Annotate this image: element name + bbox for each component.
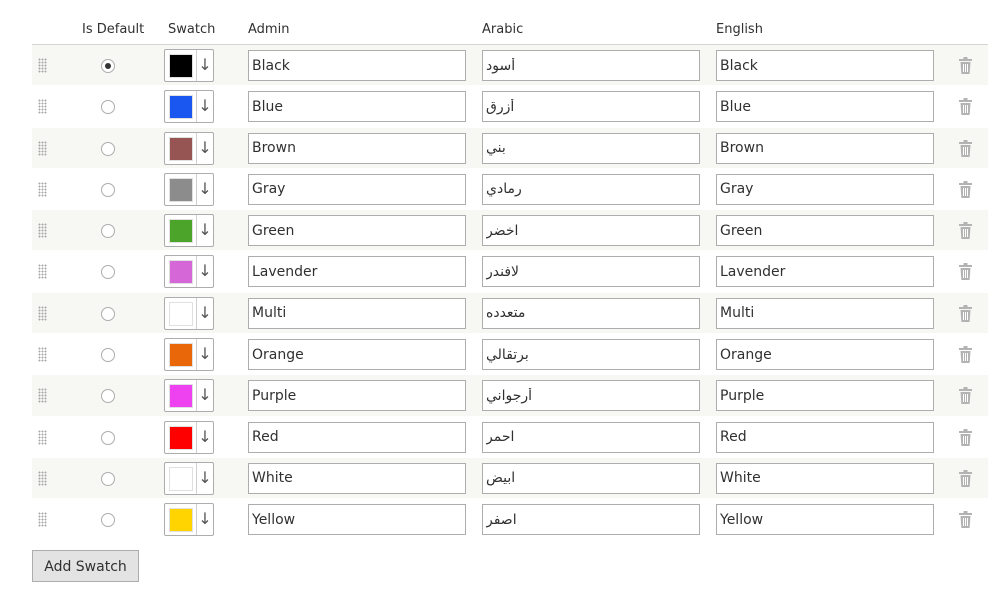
arrow-down-icon: ↓ [196, 463, 213, 494]
swatch-color-preview [169, 54, 193, 78]
column-header-arabic: Arabic [482, 22, 524, 37]
arrow-down-icon: ↓ [196, 174, 213, 205]
swatch-picker-button[interactable] [164, 132, 214, 165]
trash-icon[interactable] [959, 387, 972, 404]
arabic-label-input[interactable] [482, 133, 700, 164]
drag-handle-icon[interactable] [38, 347, 47, 362]
column-header-admin: Admin [248, 22, 290, 37]
arrow-down-icon: ↓ [196, 504, 213, 535]
swatch-picker-button[interactable] [164, 297, 214, 330]
english-label-input[interactable] [716, 91, 934, 122]
admin-label-input[interactable] [248, 133, 466, 164]
is-default-radio[interactable] [101, 265, 115, 279]
is-default-radio[interactable] [101, 59, 115, 73]
swatch-picker-button[interactable] [164, 503, 214, 536]
swatch-picker-button[interactable] [164, 49, 214, 82]
arabic-label-input[interactable] [482, 339, 700, 370]
english-label-input[interactable] [716, 422, 934, 453]
english-label-input[interactable] [716, 215, 934, 246]
swatch-color-preview [169, 178, 193, 202]
arabic-label-input[interactable] [482, 504, 700, 535]
arrow-down-icon: ↓ [196, 256, 213, 287]
table-row [32, 45, 988, 86]
swatch-picker-button[interactable] [164, 462, 214, 495]
is-default-radio[interactable] [101, 389, 115, 403]
swatch-picker-button[interactable] [164, 338, 214, 371]
drag-handle-icon[interactable] [38, 430, 47, 445]
arrow-down-icon: ↓ [196, 91, 213, 122]
trash-icon[interactable] [959, 181, 972, 198]
swatch-color-preview [169, 508, 193, 532]
admin-label-input[interactable] [248, 91, 466, 122]
column-header-english: English [716, 22, 763, 37]
arrow-down-icon: ↓ [196, 298, 213, 329]
trash-icon[interactable] [959, 470, 972, 487]
arabic-label-input[interactable] [482, 91, 700, 122]
trash-icon[interactable] [959, 57, 972, 74]
trash-icon[interactable] [959, 263, 972, 280]
drag-handle-icon[interactable] [38, 306, 47, 321]
english-label-input[interactable] [716, 133, 934, 164]
arabic-label-input[interactable] [482, 174, 700, 205]
trash-icon[interactable] [959, 346, 972, 363]
swatch-color-preview [169, 302, 193, 326]
table-row [32, 375, 988, 416]
trash-icon[interactable] [959, 429, 972, 446]
trash-icon[interactable] [959, 222, 972, 239]
swatch-table-body [32, 45, 988, 541]
english-label-input[interactable] [716, 463, 934, 494]
table-header [32, 0, 988, 45]
table-row [32, 293, 988, 334]
column-header-is-default: Is Default [82, 22, 145, 37]
drag-handle-icon[interactable] [38, 141, 47, 156]
admin-label-input[interactable] [248, 422, 466, 453]
table-row [32, 210, 988, 251]
swatch-picker-button[interactable] [164, 90, 214, 123]
drag-handle-icon[interactable] [38, 99, 47, 114]
trash-icon[interactable] [959, 305, 972, 322]
is-default-radio[interactable] [101, 472, 115, 486]
arabic-label-input[interactable] [482, 256, 700, 287]
admin-label-input[interactable] [248, 504, 466, 535]
table-row [32, 334, 988, 375]
arabic-label-input[interactable] [482, 463, 700, 494]
arrow-down-icon: ↓ [196, 380, 213, 411]
is-default-radio[interactable] [101, 100, 115, 114]
is-default-radio[interactable] [101, 513, 115, 527]
drag-handle-icon[interactable] [38, 182, 47, 197]
swatch-color-preview [169, 260, 193, 284]
table-row [32, 251, 988, 292]
swatch-color-preview [169, 95, 193, 119]
drag-handle-icon[interactable] [38, 223, 47, 238]
add-swatch-button[interactable]: Add Swatch [32, 550, 139, 582]
drag-handle-icon[interactable] [38, 388, 47, 403]
admin-label-input[interactable] [248, 463, 466, 494]
arrow-down-icon: ↓ [196, 133, 213, 164]
arabic-label-input[interactable] [482, 50, 700, 81]
arrow-down-icon: ↓ [196, 422, 213, 453]
admin-label-input[interactable] [248, 50, 466, 81]
is-default-radio[interactable] [101, 431, 115, 445]
column-header-swatch: Swatch [168, 22, 216, 37]
is-default-radio[interactable] [101, 142, 115, 156]
swatch-picker-button[interactable] [164, 255, 214, 288]
swatch-color-preview [169, 219, 193, 243]
drag-handle-icon[interactable] [38, 58, 47, 73]
table-row [32, 86, 988, 127]
english-label-input[interactable] [716, 50, 934, 81]
arrow-down-icon: ↓ [196, 215, 213, 246]
swatch-color-preview [169, 426, 193, 450]
english-label-input[interactable] [716, 174, 934, 205]
trash-icon[interactable] [959, 98, 972, 115]
swatch-picker-button[interactable] [164, 173, 214, 206]
is-default-radio[interactable] [101, 348, 115, 362]
admin-label-input[interactable] [248, 298, 466, 329]
arabic-label-input[interactable] [482, 215, 700, 246]
table-row [32, 128, 988, 169]
english-label-input[interactable] [716, 298, 934, 329]
admin-label-input[interactable] [248, 215, 466, 246]
arabic-label-input[interactable] [482, 298, 700, 329]
arrow-down-icon: ↓ [196, 339, 213, 370]
swatch-picker-button[interactable] [164, 421, 214, 454]
is-default-radio[interactable] [101, 224, 115, 238]
arabic-label-input[interactable] [482, 380, 700, 411]
arrow-down-icon: ↓ [196, 50, 213, 81]
swatch-color-preview [169, 343, 193, 367]
drag-handle-icon[interactable] [38, 471, 47, 486]
is-default-radio[interactable] [101, 183, 115, 197]
drag-handle-icon[interactable] [38, 264, 47, 279]
english-label-input[interactable] [716, 504, 934, 535]
trash-icon[interactable] [959, 511, 972, 528]
table-row [32, 169, 988, 210]
trash-icon[interactable] [959, 140, 972, 157]
admin-label-input[interactable] [248, 339, 466, 370]
arabic-label-input[interactable] [482, 422, 700, 453]
english-label-input[interactable] [716, 256, 934, 287]
swatch-picker-button[interactable] [164, 379, 214, 412]
table-row [32, 458, 988, 499]
swatch-color-preview [169, 137, 193, 161]
table-row [32, 417, 988, 458]
english-label-input[interactable] [716, 380, 934, 411]
is-default-radio[interactable] [101, 307, 115, 321]
swatch-color-preview [169, 467, 193, 491]
swatch-color-preview [169, 384, 193, 408]
table-row [32, 499, 988, 540]
admin-label-input[interactable] [248, 174, 466, 205]
admin-label-input[interactable] [248, 380, 466, 411]
drag-handle-icon[interactable] [38, 512, 47, 527]
admin-label-input[interactable] [248, 256, 466, 287]
swatch-picker-button[interactable] [164, 214, 214, 247]
english-label-input[interactable] [716, 339, 934, 370]
